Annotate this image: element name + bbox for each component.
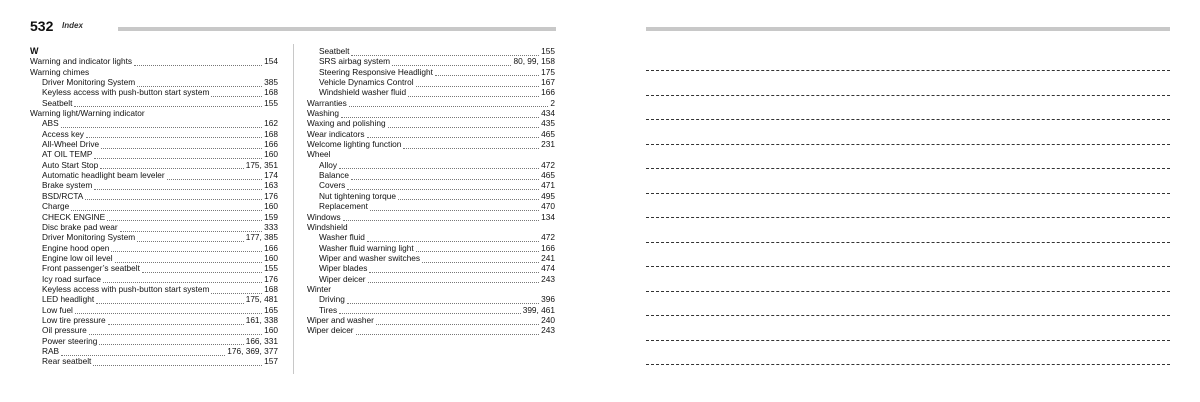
index-entry xyxy=(307,315,555,325)
index-entry-page: 168 xyxy=(264,283,278,294)
index-entry-label: Driver Monitoring System xyxy=(42,232,136,243)
dot-leader xyxy=(93,359,262,366)
dot-leader xyxy=(435,69,539,76)
index-entry-label: RAB xyxy=(42,345,60,356)
index-entry-label: Welcome lighting function xyxy=(307,139,402,150)
dot-leader xyxy=(107,214,262,221)
index-entry xyxy=(307,129,555,139)
index-entry-page: 176, 369, 377 xyxy=(227,345,278,356)
index-entry-page: 435 xyxy=(541,118,555,129)
index-entry-page: 474 xyxy=(541,263,555,274)
index-entry-label: Vehicle Dynamics Control xyxy=(319,77,414,88)
index-entry xyxy=(30,294,278,304)
index-entry-label: Tires xyxy=(319,304,338,315)
index-entry xyxy=(30,149,278,159)
index-entry xyxy=(307,212,555,222)
index-entry-label: LED headlight xyxy=(42,294,95,305)
index-entry-label: Driving xyxy=(319,294,345,305)
dot-leader xyxy=(99,338,243,345)
index-entry xyxy=(307,87,555,97)
dot-leader xyxy=(349,100,549,107)
index-entry-label: Engine low oil level xyxy=(42,252,113,263)
index-entry-page: 161, 338 xyxy=(245,314,278,325)
index-entry-label: Auto Start Stop xyxy=(42,159,99,170)
index-entry-page: 160 xyxy=(264,325,278,336)
index-entry xyxy=(307,77,555,87)
index-entry xyxy=(307,201,555,211)
index-entry-label: Engine hood open xyxy=(42,242,110,253)
dot-leader xyxy=(96,297,244,304)
dot-leader xyxy=(211,287,262,294)
index-entry xyxy=(307,263,555,273)
index-entry-label: Washer fluid warning light xyxy=(319,242,414,253)
dot-leader xyxy=(376,318,539,325)
index-entry xyxy=(307,243,555,253)
index-entry-page: 333 xyxy=(264,221,278,232)
note-line xyxy=(646,217,1170,218)
dot-leader xyxy=(100,162,243,169)
index-entry xyxy=(30,67,278,77)
index-entry-page: 175, 351 xyxy=(245,159,278,170)
dot-leader xyxy=(61,349,225,356)
dot-leader xyxy=(368,276,540,283)
index-entry-page: 166 xyxy=(264,139,278,150)
index-entry-page: 495 xyxy=(541,190,555,201)
index-entry-label: Covers xyxy=(319,180,346,191)
note-line xyxy=(646,95,1170,96)
dot-leader xyxy=(71,204,262,211)
index-entry xyxy=(30,305,278,315)
index-column-right xyxy=(307,46,555,336)
dot-leader xyxy=(211,90,262,97)
note-line xyxy=(646,340,1170,341)
index-entry-page: 177, 385 xyxy=(245,232,278,243)
index-entry xyxy=(307,160,555,170)
note-line xyxy=(646,266,1170,267)
index-entry xyxy=(30,98,278,108)
index-entry-label: Balance xyxy=(319,170,349,181)
header-rule xyxy=(118,27,556,31)
index-entry-page: 470 xyxy=(541,201,555,212)
index-entry xyxy=(30,263,278,273)
index-entry-label: Alloy xyxy=(319,159,337,170)
index-entry-label: Nut tightening torque xyxy=(319,190,397,201)
index-entry-label: Rear seatbelt xyxy=(42,356,92,367)
index-entry xyxy=(30,191,278,201)
dot-leader xyxy=(85,193,262,200)
dot-leader xyxy=(137,235,244,242)
dot-leader xyxy=(86,131,262,138)
index-entry-page: 80, 99, 158 xyxy=(513,56,555,67)
index-entry-page: 465 xyxy=(541,128,555,139)
index-entry-label: Low fuel xyxy=(42,304,73,315)
note-line xyxy=(646,70,1170,71)
index-entry xyxy=(30,139,278,149)
index-entry-page: 160 xyxy=(264,149,278,160)
index-entry-page: 472 xyxy=(541,159,555,170)
index-entry-page: 159 xyxy=(264,211,278,222)
index-entry-page: 155 xyxy=(264,97,278,108)
index-entry xyxy=(30,336,278,346)
index-entry xyxy=(307,170,555,180)
notes-header-rule xyxy=(646,27,1170,31)
note-line xyxy=(646,119,1170,120)
index-entry xyxy=(30,108,278,118)
index-entry-page: 240 xyxy=(541,314,555,325)
index-entry-page: 385 xyxy=(264,77,278,88)
note-line xyxy=(646,315,1170,316)
index-entry-page: 176 xyxy=(264,190,278,201)
dot-leader xyxy=(134,59,262,66)
note-line xyxy=(646,291,1170,292)
index-entry xyxy=(307,253,555,263)
index-entry xyxy=(30,87,278,97)
index-entry-label: Brake system xyxy=(42,180,93,191)
dot-leader xyxy=(167,173,262,180)
index-entry xyxy=(307,46,555,56)
index-entry-label: Wiper deicer xyxy=(319,273,366,284)
index-entry-label: Low tire pressure xyxy=(42,314,106,325)
index-entry-label: Winter xyxy=(307,283,331,294)
index-entry-label: Icy road surface xyxy=(42,273,102,284)
index-entry xyxy=(30,77,278,87)
dot-leader xyxy=(351,49,539,56)
index-entry-page: 166 xyxy=(541,87,555,98)
index-entry-page: 160 xyxy=(264,252,278,263)
index-entry-page: 396 xyxy=(541,294,555,305)
index-entry xyxy=(30,284,278,294)
index-entry-label: ABS xyxy=(42,118,59,129)
dot-leader xyxy=(120,225,263,232)
index-entry-page: 243 xyxy=(541,325,555,336)
dot-leader xyxy=(61,121,263,128)
index-entry-page: 134 xyxy=(541,211,555,222)
index-entry xyxy=(307,180,555,190)
dot-leader xyxy=(74,100,262,107)
index-entry-page: 174 xyxy=(264,170,278,181)
index-entry-page: 157 xyxy=(264,356,278,367)
page-number: 532 xyxy=(30,18,54,34)
index-entry-label: Keyless access with push-button start system xyxy=(42,87,210,98)
index-entry-page: 166, 331 xyxy=(245,335,278,346)
index-entry xyxy=(30,232,278,242)
index-entry xyxy=(307,305,555,315)
dot-leader xyxy=(388,121,540,128)
dot-leader xyxy=(94,183,262,190)
index-entry xyxy=(30,170,278,180)
index-entry xyxy=(30,180,278,190)
dot-leader xyxy=(341,111,539,118)
dot-leader xyxy=(94,152,262,159)
index-entry xyxy=(30,325,278,335)
index-entry-label: Windshield washer fluid xyxy=(319,87,407,98)
index-entry-label: Charge xyxy=(42,201,70,212)
dot-leader xyxy=(416,80,540,87)
index-entry-page: 2 xyxy=(550,97,555,108)
dot-leader xyxy=(367,131,540,138)
dot-leader xyxy=(408,90,539,97)
dot-leader xyxy=(343,214,539,221)
note-line xyxy=(646,242,1170,243)
note-line xyxy=(646,193,1170,194)
index-entry-page: 465 xyxy=(541,170,555,181)
index-entry-label: Warning and indicator lights xyxy=(30,56,133,67)
header-title: Index xyxy=(62,21,83,30)
index-entry xyxy=(307,118,555,128)
index-entry-page: 167 xyxy=(541,77,555,88)
dot-leader xyxy=(339,307,521,314)
index-entry xyxy=(307,139,555,149)
index-entry-label: Warranties xyxy=(307,97,347,108)
index-entry-page: 166 xyxy=(264,242,278,253)
index-entry-label: AT OIL TEMP xyxy=(42,149,93,160)
index-entry xyxy=(307,294,555,304)
index-entry xyxy=(307,98,555,108)
index-entry-label: Wear indicators xyxy=(307,128,365,139)
index-entry xyxy=(30,201,278,211)
index-entry-label: Windshield xyxy=(307,221,348,232)
dot-leader xyxy=(369,266,539,273)
index-entry-page: 155 xyxy=(264,263,278,274)
index-entry-label: Disc brake pad wear xyxy=(42,221,118,232)
index-entry-page: 241 xyxy=(541,252,555,263)
index-entry-label: Oil pressure xyxy=(42,325,87,336)
index-entry-label: Wiper and washer xyxy=(307,314,374,325)
index-entry-label: Wheel xyxy=(307,149,331,160)
dot-leader xyxy=(111,245,262,252)
index-entry-page: 154 xyxy=(264,56,278,67)
index-entry-page: 162 xyxy=(264,118,278,129)
index-entry xyxy=(307,56,555,66)
index-entry-label: SRS airbag system xyxy=(319,56,391,67)
dot-leader xyxy=(347,183,539,190)
index-entry xyxy=(30,243,278,253)
index-entry-page: 472 xyxy=(541,232,555,243)
index-entry xyxy=(30,129,278,139)
dot-leader xyxy=(370,204,539,211)
index-entry-label: Wiper blades xyxy=(319,263,368,274)
column-divider xyxy=(293,44,294,374)
index-entry-label: Warning light/Warning indicator xyxy=(30,108,145,119)
index-entry-label: Seatbelt xyxy=(42,97,73,108)
index-entry-page: 160 xyxy=(264,201,278,212)
index-entry xyxy=(307,232,555,242)
index-entry-page: 165 xyxy=(264,304,278,315)
dot-leader xyxy=(356,328,540,335)
dot-leader xyxy=(89,328,262,335)
dot-leader xyxy=(351,173,539,180)
index-entry-page: 166 xyxy=(541,242,555,253)
page-header xyxy=(30,18,556,34)
dot-leader xyxy=(108,318,244,325)
dot-leader xyxy=(339,162,539,169)
index-entry xyxy=(307,67,555,77)
index-entry-page: 175 xyxy=(541,66,555,77)
index-entry-label: Automatic headlight beam leveler xyxy=(42,170,165,181)
index-entry-label: Front passenger’s seatbelt xyxy=(42,263,140,274)
index-entry xyxy=(307,274,555,284)
index-entry-label: Steering Responsive Headlight xyxy=(319,66,433,77)
index-entry xyxy=(30,356,278,366)
index-entry-label: CHECK ENGINE xyxy=(42,211,106,222)
index-entry-label: Wiper deicer xyxy=(307,325,354,336)
dot-leader xyxy=(115,256,263,263)
index-entry xyxy=(30,222,278,232)
dot-leader xyxy=(142,266,262,273)
index-column-left xyxy=(30,46,278,367)
dot-leader xyxy=(392,59,511,66)
index-entry xyxy=(30,346,278,356)
index-entry-label: Replacement xyxy=(319,201,368,212)
index-entry-label: Power steering xyxy=(42,335,98,346)
index-entry-page: 168 xyxy=(264,87,278,98)
index-entry xyxy=(30,160,278,170)
index-entry-page: 155 xyxy=(541,46,555,56)
index-entry-label: Keyless access with push-button start system xyxy=(42,283,210,294)
index-entry xyxy=(307,191,555,201)
index-entry-page: 231 xyxy=(541,139,555,150)
dot-leader xyxy=(398,193,539,200)
index-entry-label: Wiper and washer switches xyxy=(319,252,420,263)
index-entry-label: Washer fluid xyxy=(319,232,365,243)
index-entry-page: 168 xyxy=(264,128,278,139)
index-entry-label: Windows xyxy=(307,211,341,222)
index-entry-page: 163 xyxy=(264,180,278,191)
index-entry xyxy=(307,284,555,294)
dot-leader xyxy=(416,245,539,252)
dot-leader xyxy=(422,256,539,263)
index-entry-page: 175, 481 xyxy=(245,294,278,305)
index-entry-label: Driver Monitoring System xyxy=(42,77,136,88)
dot-leader xyxy=(367,235,539,242)
index-entry xyxy=(30,56,278,66)
index-entry xyxy=(30,212,278,222)
index-entry-label: BSD/RCTA xyxy=(42,190,84,201)
note-line xyxy=(646,168,1170,169)
dot-leader xyxy=(403,142,539,149)
index-entry-label: Washing xyxy=(307,108,339,119)
index-entry xyxy=(30,253,278,263)
index-entry xyxy=(307,108,555,118)
section-letter: W xyxy=(30,46,39,56)
index-entry-label: All-Wheel Drive xyxy=(42,139,100,150)
dot-leader xyxy=(75,307,262,314)
index-entry xyxy=(30,118,278,128)
dot-leader xyxy=(347,297,539,304)
note-line xyxy=(646,144,1170,145)
index-entry xyxy=(307,325,555,335)
index-entry-page: 471 xyxy=(541,180,555,191)
index-entry-page: 434 xyxy=(541,108,555,119)
index-entry-page: 176 xyxy=(264,273,278,284)
index-entry-label: Waxing and polishing xyxy=(307,118,386,129)
note-line xyxy=(646,364,1170,365)
index-entry-page: 243 xyxy=(541,273,555,284)
index-entry xyxy=(30,315,278,325)
index-entry-label: Warning chimes xyxy=(30,66,90,77)
dot-leader xyxy=(137,80,262,87)
index-entry-page: 399, 461 xyxy=(522,304,555,315)
index-entry-label: Seatbelt xyxy=(319,46,350,56)
dot-leader xyxy=(103,276,262,283)
index-entry xyxy=(30,274,278,284)
dot-leader xyxy=(101,142,262,149)
index-entry-label: Access key xyxy=(42,128,84,139)
notes-page xyxy=(600,0,1200,402)
index-entry xyxy=(307,149,555,159)
index-entry xyxy=(307,222,555,232)
